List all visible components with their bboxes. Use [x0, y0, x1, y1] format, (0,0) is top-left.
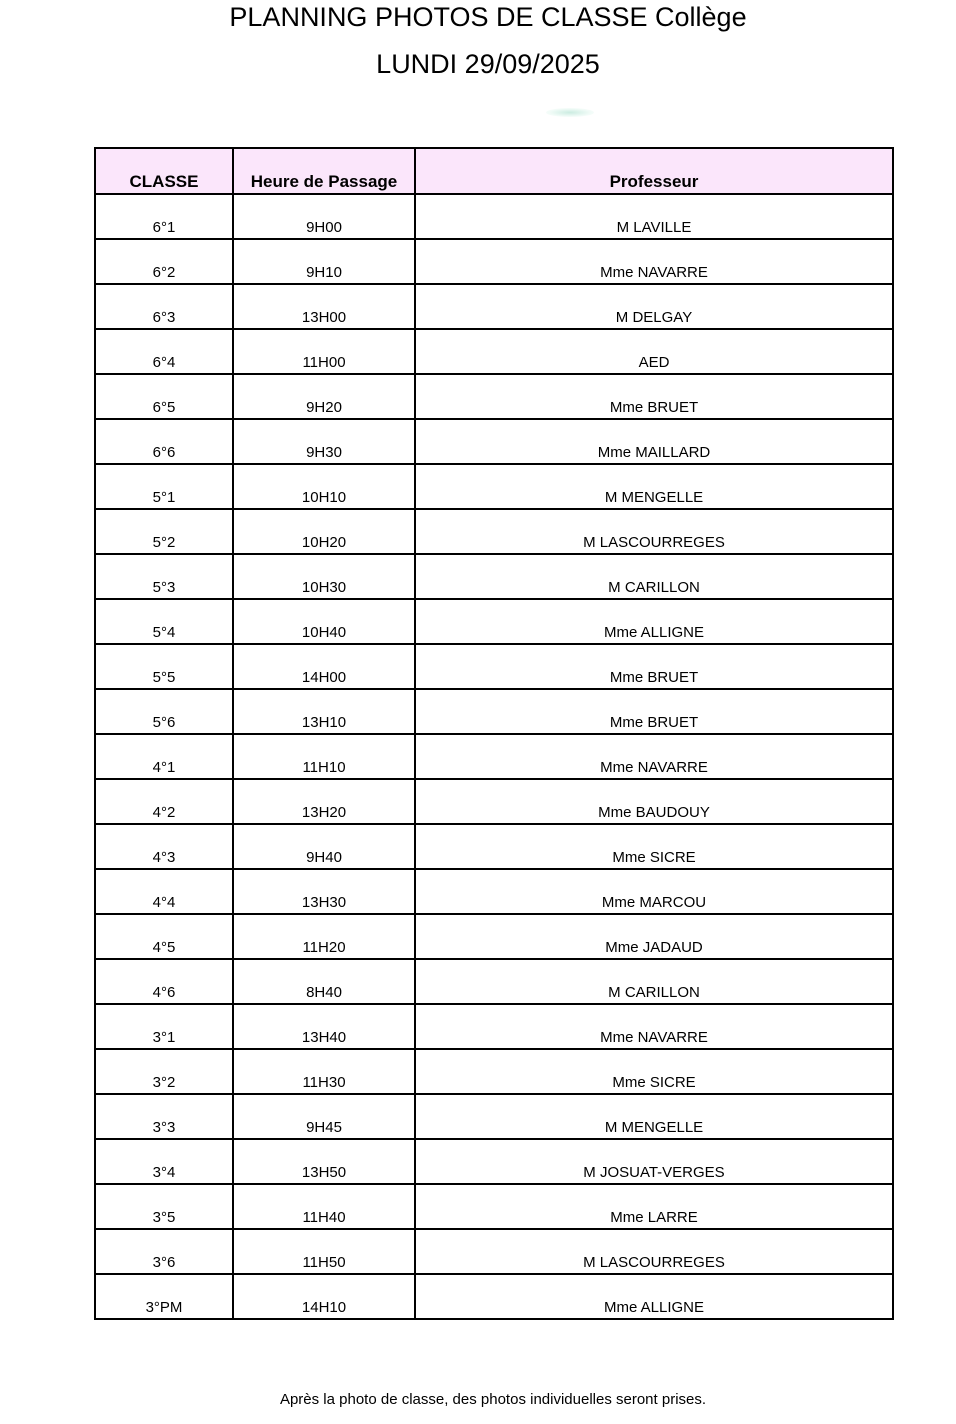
cell-professeur: M LASCOURREGES [415, 509, 893, 554]
cell-professeur: M MENGELLE [415, 1094, 893, 1139]
table-row [95, 1184, 893, 1229]
cell-professeur: Mme BRUET [415, 644, 893, 689]
cell-professeur: M JOSUAT-VERGES [415, 1139, 893, 1184]
cell-professeur: M CARILLON [415, 554, 893, 599]
table-row [95, 194, 893, 239]
table-row [95, 869, 893, 914]
column-header-classe: CLASSE [95, 148, 233, 194]
cell-professeur: M MENGELLE [415, 464, 893, 509]
cell-heure: 14H00 [233, 644, 415, 689]
page-title: PLANNING PHOTOS DE CLASSE Collège [229, 2, 747, 32]
cell-heure: 9H40 [233, 824, 415, 869]
cell-classe: 3°4 [95, 1139, 233, 1184]
cell-professeur: Mme BRUET [415, 689, 893, 734]
cell-heure: 13H50 [233, 1139, 415, 1184]
decorative-smudge [546, 108, 594, 117]
cell-classe: 6°6 [95, 419, 233, 464]
cell-professeur: Mme NAVARRE [415, 734, 893, 779]
table-row [95, 284, 893, 329]
column-header-heure: Heure de Passage [233, 148, 415, 194]
page-date: LUNDI 29/09/2025 [376, 49, 600, 79]
schedule-body [95, 194, 893, 1319]
cell-classe: 5°4 [95, 599, 233, 644]
cell-heure: 11H30 [233, 1049, 415, 1094]
cell-heure: 13H10 [233, 689, 415, 734]
table-row [95, 1229, 893, 1274]
cell-heure: 9H30 [233, 419, 415, 464]
cell-heure: 9H10 [233, 239, 415, 284]
cell-professeur: Mme NAVARRE [415, 1004, 893, 1049]
cell-professeur: Mme BRUET [415, 374, 893, 419]
cell-professeur: Mme ALLIGNE [415, 599, 893, 644]
schedule-table [94, 147, 894, 1320]
cell-heure: 8H40 [233, 959, 415, 1004]
cell-classe: 4°3 [95, 824, 233, 869]
cell-professeur: AED [415, 329, 893, 374]
cell-professeur: M LASCOURREGES [415, 1229, 893, 1274]
cell-professeur: Mme NAVARRE [415, 239, 893, 284]
table-row [95, 734, 893, 779]
table-row [95, 1139, 893, 1184]
cell-classe: 5°5 [95, 644, 233, 689]
column-header-professeur: Professeur [415, 148, 893, 194]
table-row [95, 914, 893, 959]
cell-heure: 11H40 [233, 1184, 415, 1229]
table-row [95, 1094, 893, 1139]
cell-professeur: Mme SICRE [415, 1049, 893, 1094]
table-row [95, 464, 893, 509]
cell-heure: 13H00 [233, 284, 415, 329]
cell-heure: 10H10 [233, 464, 415, 509]
cell-classe: 5°6 [95, 689, 233, 734]
table-row [95, 644, 893, 689]
cell-classe: 6°5 [95, 374, 233, 419]
cell-heure: 11H10 [233, 734, 415, 779]
cell-heure: 13H20 [233, 779, 415, 824]
table-row [95, 689, 893, 734]
cell-professeur: M CARILLON [415, 959, 893, 1004]
table-row [95, 509, 893, 554]
cell-classe: 5°3 [95, 554, 233, 599]
table-row [95, 599, 893, 644]
cell-heure: 13H30 [233, 869, 415, 914]
table-row [95, 239, 893, 284]
table-row [95, 554, 893, 599]
table-row [95, 1274, 893, 1319]
cell-classe: 3°6 [95, 1229, 233, 1274]
cell-classe: 4°1 [95, 734, 233, 779]
table-header-row [95, 148, 893, 194]
table-row [95, 1004, 893, 1049]
table-row [95, 959, 893, 1004]
cell-heure: 10H40 [233, 599, 415, 644]
cell-classe: 5°2 [95, 509, 233, 554]
cell-classe: 3°5 [95, 1184, 233, 1229]
cell-classe: 4°4 [95, 869, 233, 914]
cell-classe: 6°2 [95, 239, 233, 284]
cell-heure: 13H40 [233, 1004, 415, 1049]
cell-professeur: Mme MAILLARD [415, 419, 893, 464]
cell-professeur: Mme SICRE [415, 824, 893, 869]
cell-heure: 11H50 [233, 1229, 415, 1274]
cell-heure: 9H45 [233, 1094, 415, 1139]
cell-classe: 4°5 [95, 914, 233, 959]
cell-heure: 11H20 [233, 914, 415, 959]
table-row [95, 419, 893, 464]
cell-professeur: M DELGAY [415, 284, 893, 329]
cell-classe: 4°2 [95, 779, 233, 824]
cell-classe: 3°3 [95, 1094, 233, 1139]
table-row [95, 374, 893, 419]
cell-professeur: Mme LARRE [415, 1184, 893, 1229]
cell-classe: 4°6 [95, 959, 233, 1004]
cell-professeur: Mme MARCOU [415, 869, 893, 914]
cell-classe: 6°1 [95, 194, 233, 239]
cell-heure: 10H30 [233, 554, 415, 599]
cell-professeur: Mme BAUDOUY [415, 779, 893, 824]
footer-note: Après la photo de classe, des photos individuelles seront prises. [279, 1391, 707, 1408]
cell-professeur: Mme JADAUD [415, 914, 893, 959]
cell-classe: 3°PM [95, 1274, 233, 1319]
table-row [95, 1049, 893, 1094]
cell-classe: 5°1 [95, 464, 233, 509]
cell-classe: 3°2 [95, 1049, 233, 1094]
cell-classe: 3°1 [95, 1004, 233, 1049]
cell-heure: 14H10 [233, 1274, 415, 1319]
table-row [95, 779, 893, 824]
cell-professeur: Mme ALLIGNE [415, 1274, 893, 1319]
table-row [95, 824, 893, 869]
cell-classe: 6°3 [95, 284, 233, 329]
cell-heure: 11H00 [233, 329, 415, 374]
table-row [95, 329, 893, 374]
cell-professeur: M LAVILLE [415, 194, 893, 239]
cell-classe: 6°4 [95, 329, 233, 374]
cell-heure: 10H20 [233, 509, 415, 554]
cell-heure: 9H20 [233, 374, 415, 419]
cell-heure: 9H00 [233, 194, 415, 239]
